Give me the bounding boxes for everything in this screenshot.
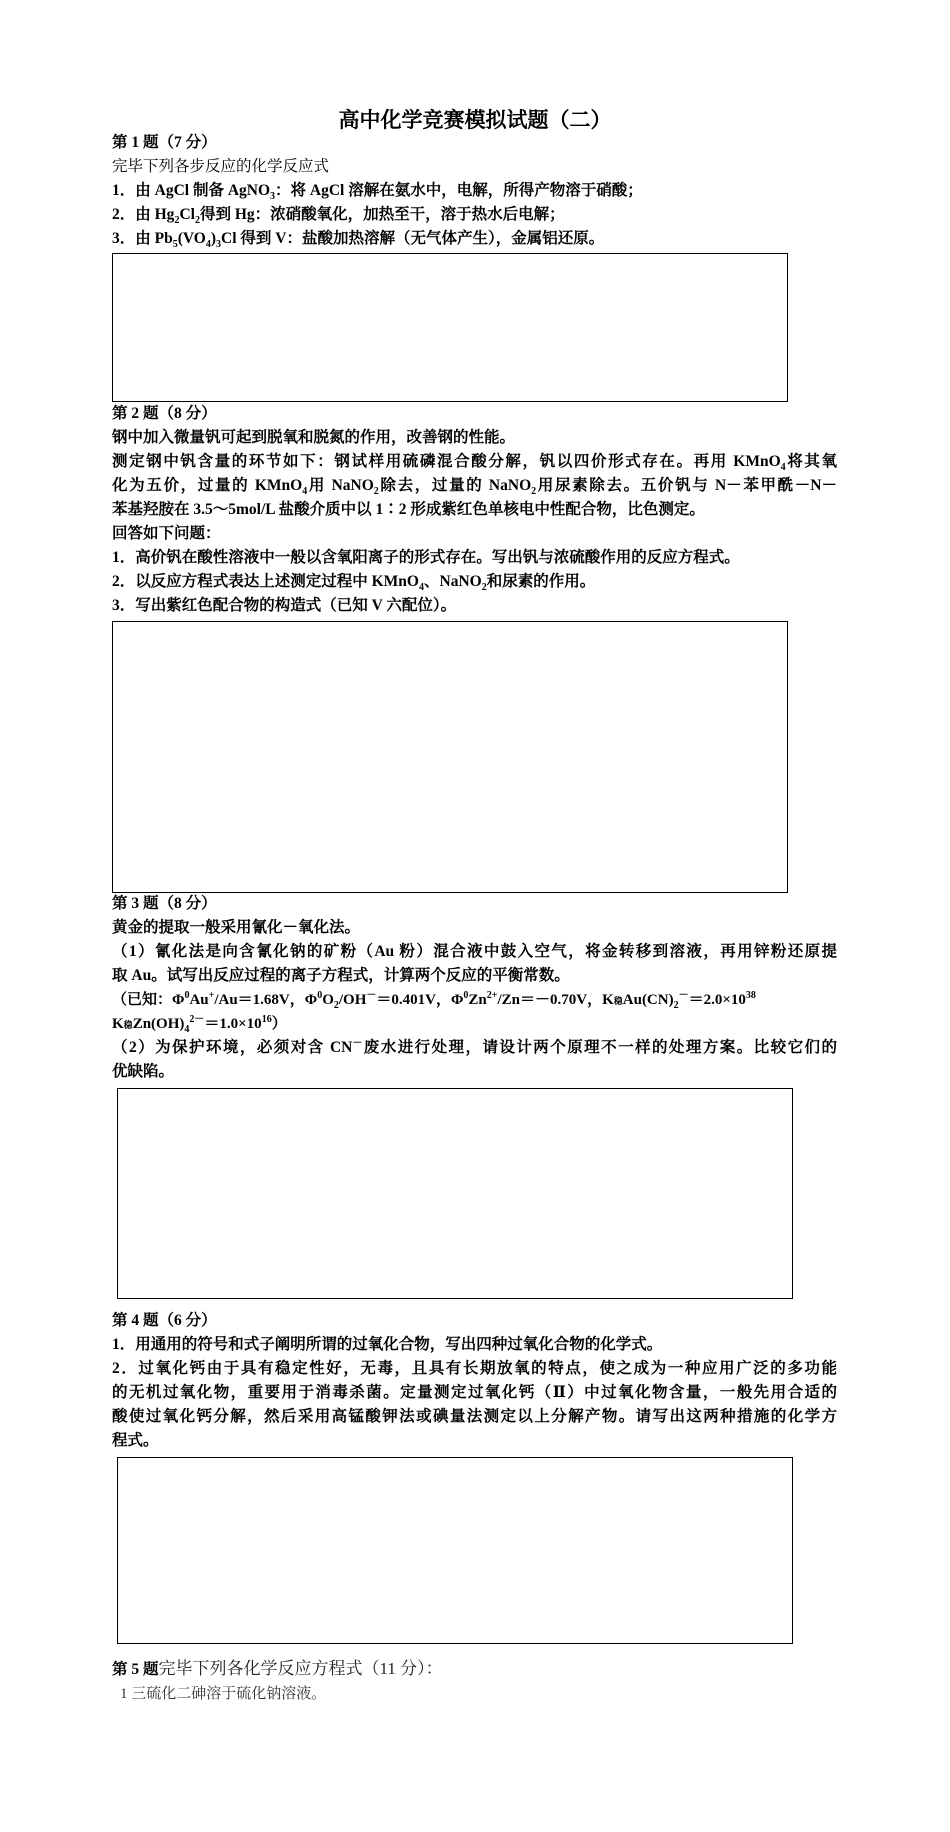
q3-heading: 第 3 题（8 分） [112,895,217,912]
q4-item-2-line-4: 程式。 [112,1432,159,1449]
q1-intro: 完毕下列各步反应的化学反应式 [112,158,330,175]
q3-part2-line-1: （2）为保护环境，必须对含 CN－废水进行处理，请设计两个原理不一样的处理方案。比较它们的 [112,1037,837,1056]
q2-item-3: 3．写出紫红色配合物的构造式（已知 V 六配位）。 [112,597,457,614]
q2-intro: 钢中加入微量钒可起到脱氧和脱氮的作用，改善钢的性能。 [112,429,516,446]
q5-heading: 第 5 题完毕下列各化学反应方程式（11 分）： [112,1659,443,1678]
q1-heading: 第 1 题（7 分） [112,134,217,151]
q1-item-1: 1．由 AgCl 制备 AgNO$_3$：将 AgCl 溶解在氨水中，电解，所得产物溶于硝酸； [112,182,643,203]
q1-answer-box[interactable] [112,253,788,402]
q3-part1-line-1: （1）氰化法是向含氰化钠的矿粉（Au 粉）混合液中鼓入空气，将金转移到溶液，再用锌粉还原提 [112,943,837,960]
q2-item-2: 2．以反应方程式表达上述测定过程中 KMnO$_4$、NaNO$_2$和尿素的作用。 [112,573,596,594]
q3-constants-line-2: K稳$Zn(OH)_4^{2-}=1.0\times 10^{16}$） [112,1014,287,1035]
q2-answer-box[interactable] [112,621,788,893]
q3-part1-line-2: 取 Au。试写出反应过程的离子方程式，计算两个反应的平衡常数。 [112,967,570,984]
page-title: 高中化学竞赛模拟试题（二） [338,108,612,132]
q4-item-2-line-3: 酸使过氧化钙分解，然后采用高锰酸钾法或碘量法测定以上分解产物。请写出这两种措施的化学方 [112,1408,837,1425]
q3-intro: 黄金的提取一般采用氰化－氧化法。 [112,919,361,936]
q4-item-2-line-1: 2．过氧化钙由于具有稳定性好，无毒，且具有长期放氧的特点，使之成为一种应用广泛的多功能 [112,1360,837,1377]
q5-item-1: 1 三硫化二砷溶于硫化钠溶液。 [120,1686,327,1702]
q2-paragraph-line-1: 测定钢中钒含量的环节如下：钢试样用硫磷混合酸分解，钒以四价形式存在。再用 KMnO$_4$将其氧 [112,453,837,474]
q2-paragraph-line-2: 化为五价，过量的 KMnO$_4$用 NaNO$_2$除去，过量的 NaNO$_2$用尿素除去。五价钒与 N－苯甲酰－N－ [112,477,837,498]
q1-item-2: 2．由 $Hg_2Cl_2$得到 Hg：浓硝酸氧化，加热至干，溶于热水后电解； [112,206,565,227]
q4-heading: 第 4 题（6 分） [112,1312,217,1329]
q2-paragraph-line-3: 苯基羟胺在 3.5～5mol/L 盐酸介质中以 1∶2 形成紫红色单核电中性配合物，比色测定。 [112,501,705,518]
q3-part2-line-2: 优缺陷。 [112,1063,175,1080]
q4-answer-box[interactable] [117,1457,793,1644]
q4-item-1: 1．用通用的符号和式子阐明所谓的过氧化合物，写出四种过氧化合物的化学式。 [112,1336,663,1353]
q2-item-1: 1．高价钒在酸性溶液中一般以含氧阳离子的形式存在。写出钒与浓硫酸作用的反应方程式。 [112,549,740,566]
q3-answer-box[interactable] [117,1088,793,1299]
q4-item-2-line-2: 的无机过氧化物，重要用于消毒杀菌。定量测定过氧化钙（Ⅱ）中过氧化物含量，一般先用合适的 [112,1384,837,1401]
q2-ask: 回答如下问题： [112,525,221,542]
q1-item-3: 3．由 $Pb_5(VO_4)_3Cl$ 得到 V：盐酸加热溶解（无气体产生），金属铝还原。 [112,230,605,251]
q3-constants-line-1: （已知：$\Phi^0Au^+/Au=1.68V$，$\Phi^0O_2/OH^-=0.401V$，$\Phi^0Zn^{2+}/Zn=-0.70V$，K稳$Au(CN)_2^-=2.0\times 10^{38}$ [112,990,756,1011]
q2-heading: 第 2 题（8 分） [112,405,217,422]
